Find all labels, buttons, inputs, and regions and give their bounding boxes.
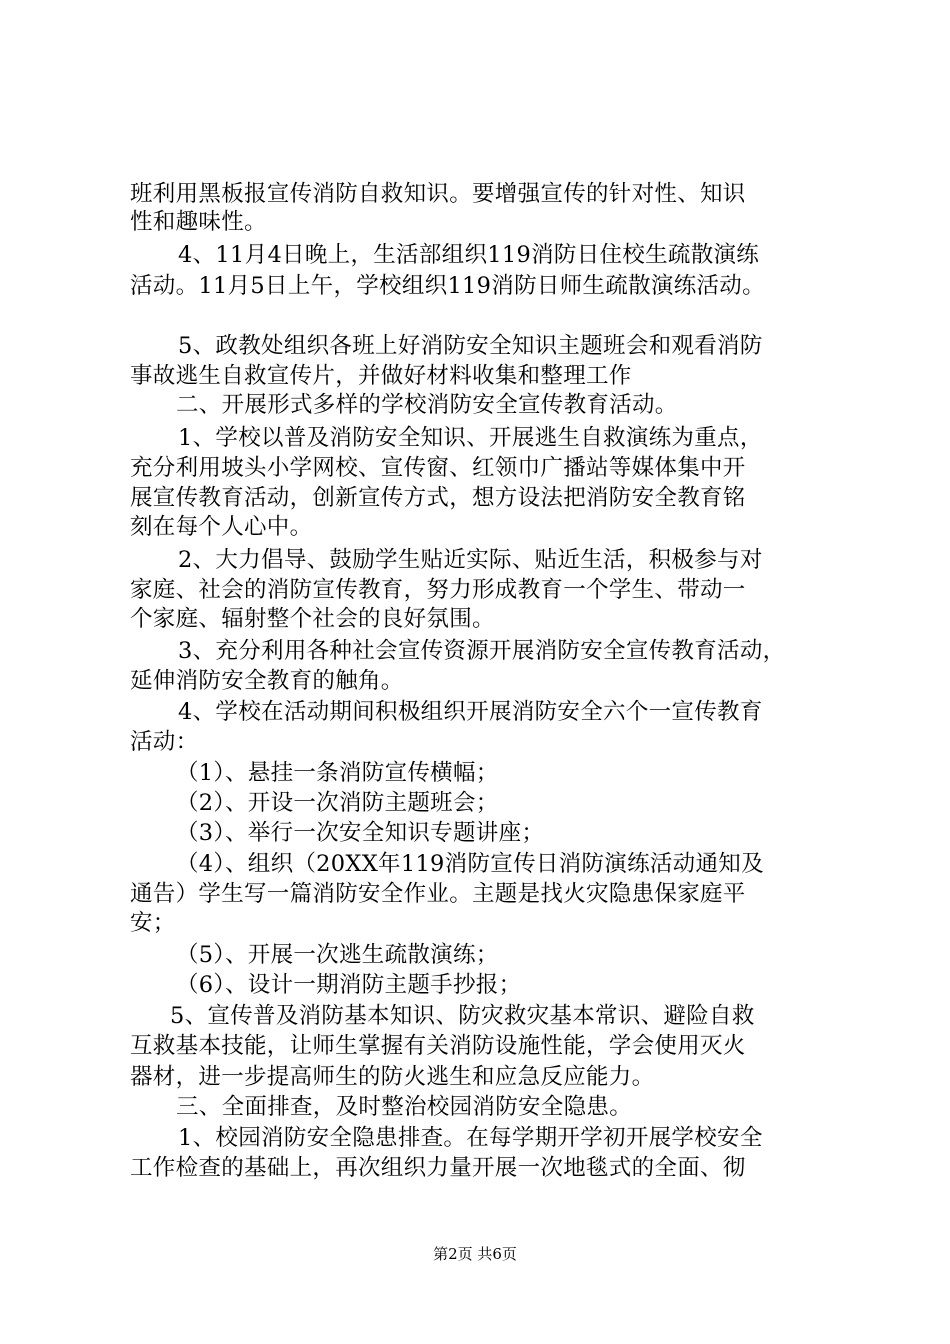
list-item-6: （6）、设计一期消防主题手抄报； [176,972,522,998]
text-line-5: 5、政教处组织各班上好消防安全知识主题班会和观看消防 [178,333,763,359]
text-line-18: 活动： [130,729,199,755]
text-line-9: 充分利用坡头小学网校、宣传窗、红领巾广播站等媒体集中开 [130,455,746,481]
text-line-4: 活动。11月5日上午，学校组织119消防日师生疏散演练活动。 [130,273,765,299]
text-line-1: 班利用黑板报宣传消防自救知识。要增强宣传的针对性、知识 [130,181,746,207]
text-line-13: 家庭、社会的消防宣传教育，努力形成教育一个学生、带动一 [130,577,746,603]
text-line-24: 安； [130,910,176,936]
list-item-1: （1）、悬挂一条消防宣传横幅； [176,760,499,786]
text-line-10: 展宣传教育活动，创新宣传方式，想方设法把消防安全教育铭 [130,485,746,511]
text-line-14: 个家庭、辐射整个社会的良好氛围。 [130,606,495,632]
section-heading-2: 二、开展形式多样的学校消防安全宣传教育活动。 [176,392,678,418]
text-line-29: 器材，进一步提高师生的防火逃生和应急反应能力。 [130,1064,655,1090]
text-line-2: 性和趣味性。 [130,209,267,235]
list-item-3: （3）、举行一次安全知识专题讲座； [176,820,545,846]
text-line-17: 4、学校在活动期间积极组织开展消防安全六个一宣传教育 [178,699,763,725]
text-line-8: 1、学校以普及消防安全知识、开展逃生自救演练为重点， [178,425,763,451]
list-item-4: （4）、组织（20XX年119消防宣传日消防演练活动通知及 [176,851,764,877]
text-line-23: 通告）学生写一篇消防安全作业。主题是找火灾隐患保家庭平 [130,881,746,907]
text-line-12: 2、大力倡导、鼓励学生贴近实际、贴近生活，积极参与对 [178,547,763,573]
text-line-32: 工作检查的基础上，再次组织力量开展一次地毯式的全面、彻 [130,1155,746,1181]
text-line-16: 延伸消防安全教育的触角。 [130,668,404,694]
list-item-2: （2）、开设一次消防主题班会； [176,790,499,816]
text-line-3: 4、11月4日晚上，生活部组织119消防日住校生疏散演练 [178,242,760,268]
text-line-27: 5、宣传普及消防基本知识、防灾救灾基本常识、避险自救 [170,1003,755,1029]
text-line-31: 1、校园消防安全隐患排查。在每学期开学初开展学校安全 [178,1125,763,1151]
text-line-6: 事故逃生自救宣传片，并做好材料收集和整理工作 [130,363,632,389]
section-heading-3: 三、全面排查，及时整治校园消防安全隐患。 [176,1094,633,1120]
text-line-11: 刻在每个人心中。 [130,514,313,540]
text-line-28: 互救基本技能，让师生掌握有关消防设施性能，学会使用灭火 [130,1033,746,1059]
list-item-5: （5）、开展一次逃生疏散演练； [176,942,499,968]
page-footer: 第2页 共6页 [433,1245,517,1263]
text-line-15: 3、充分利用各种社会宣传资源开展消防安全宣传教育活动， [178,638,786,664]
